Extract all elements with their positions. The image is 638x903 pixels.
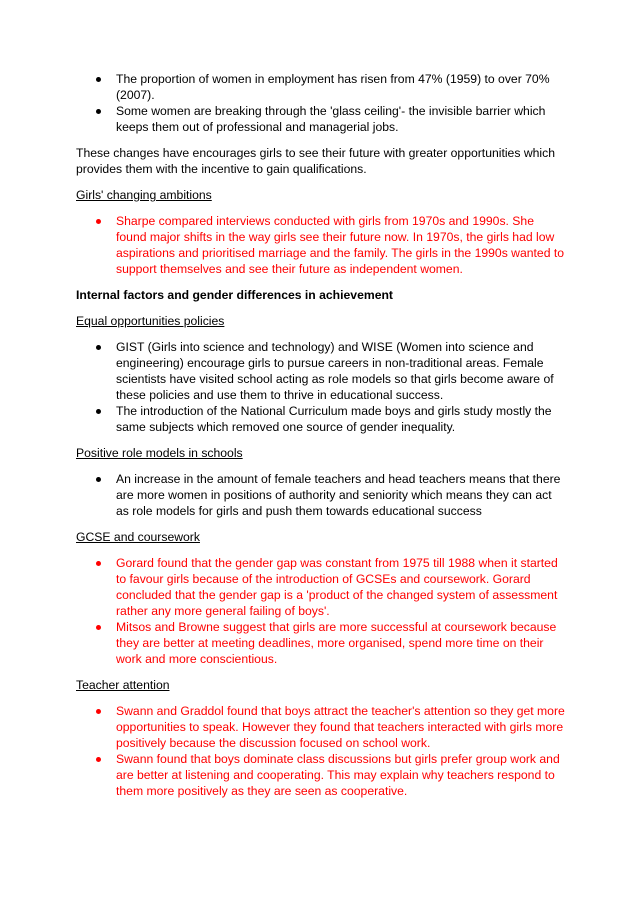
section-heading-role-models: Positive role models in schools bbox=[76, 446, 243, 460]
document-page bbox=[76, 71, 566, 799]
list-item: The introduction of the National Curriculum made boys and girls study mostly the same subjects which removed one source of gender inequality. bbox=[76, 403, 566, 435]
list-item: Mitsos and Browne suggest that girls are more successful at coursework because they are better at meeting deadlines, more organised, spend more time on their work and more conscientious. bbox=[76, 619, 566, 667]
gcse-bullet-list bbox=[76, 555, 566, 667]
list-item: The proportion of women in employment has risen from 47% (1959) to over 70% (2007). bbox=[76, 71, 566, 103]
intro-paragraph: These changes have encourages girls to see their future with greater opportunities which provides them with the incentive to gain qualifications. bbox=[76, 146, 555, 176]
teacher-attention-bullet-list bbox=[76, 703, 566, 799]
list-item: Swann found that boys dominate class discussions but girls prefer group work and are better at listening and cooperating. This may explain why teachers respond to them more positively as they are seen as cooperative. bbox=[76, 751, 566, 799]
section-heading-internal-factors: Internal factors and gender differences in achievement bbox=[76, 288, 393, 302]
list-item: Sharpe compared interviews conducted with girls from 1970s and 1990s. She found major shifts in the way girls see their future now. In 1970s, the girls had low aspirations and prioritised marriage and the family. The girls in the 1990s wanted to support themselves and see their future as independent women. bbox=[76, 213, 566, 277]
section-heading-gcse: GCSE and coursework bbox=[76, 530, 200, 544]
section-heading-equal-opportunities: Equal opportunities policies bbox=[76, 314, 225, 328]
equal-opportunities-bullet-list bbox=[76, 339, 566, 435]
section-heading-teacher-attention: Teacher attention bbox=[76, 678, 170, 692]
list-item: GIST (Girls into science and technology) and WISE (Women into science and engineering) encourage girls to pursue careers in non-traditional areas. Female scientists have visited school acting as role models so that girls become aware of these policies and use them to thrive in educational success. bbox=[76, 339, 566, 403]
intro-bullet-list bbox=[76, 71, 566, 135]
role-models-bullet-list bbox=[76, 471, 566, 519]
list-item: An increase in the amount of female teachers and head teachers means that there are more women in positions of authority and seniority which means they can act as role models for girls and push them towards educational success bbox=[76, 471, 566, 519]
list-item: Swann and Graddol found that boys attract the teacher's attention so they get more opportunities to speak. However they found that teachers interacted with girls more positively because the discussion focused on school work. bbox=[76, 703, 566, 751]
list-item: Gorard found that the gender gap was constant from 1975 till 1988 when it started to favour girls because of the introduction of GCSEs and coursework. Gorard concluded that the gender gap is a 'product of the changed system of assessment rather any more general failing of boys'. bbox=[76, 555, 566, 619]
section-heading-girls-ambitions: Girls' changing ambitions bbox=[76, 188, 212, 202]
girls-ambitions-bullet-list bbox=[76, 213, 566, 277]
list-item: Some women are breaking through the 'glass ceiling'- the invisible barrier which keeps them out of professional and managerial jobs. bbox=[76, 103, 566, 135]
